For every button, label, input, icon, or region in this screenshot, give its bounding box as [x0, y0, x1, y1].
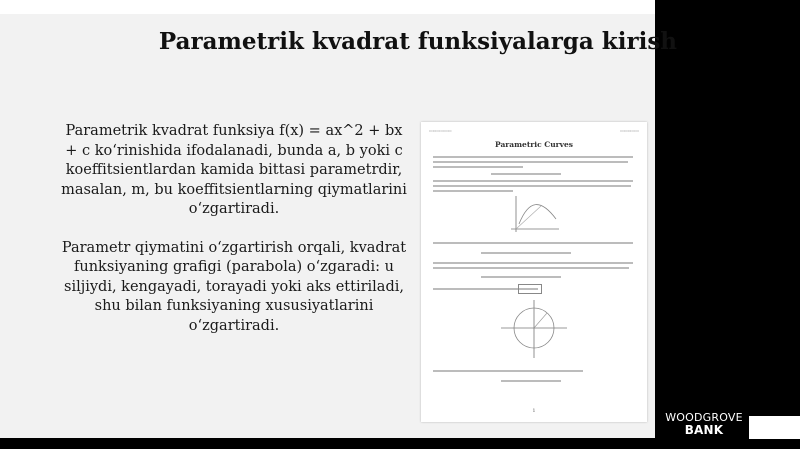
slide-title-text: Parametrik kvadrat funksiyalarga kirish: [158, 28, 677, 55]
curve-figure-icon: [501, 194, 561, 234]
doc-title: Parametric Curves: [495, 140, 573, 149]
slide-top-strip: [0, 0, 655, 14]
paragraph-effect: Parametr qiymatini o‘zgartirish orqali, kvadrat funksiyaning grafigi (parabola) o‘zgaradi: u siljiydi, kengayadi, torayadi yoki aks ettiriladi, shu bilan funksiyaning xususiyatlarini o‘zgartiradi.: [61, 239, 407, 334]
paragraph-definition: Parametrik kvadrat funksiya f(x) = ax^2 + bx + c ko‘rinishida ifodalanadi, bunda a, b yoki c koeffitsientlardan kamida bittasi parametrdir, masalan, m, bu koeffitsientlarning qiymatlarini o‘zgartiradi.: [61, 123, 407, 217]
doc-header-left: ▭▭▭▭▭▭: [429, 128, 452, 133]
brand-block: [749, 416, 800, 439]
document-thumbnail: [421, 122, 647, 422]
doc-page-number: 1: [532, 408, 536, 414]
brand-line2: BANK: [684, 423, 724, 437]
circle-figure-icon: [499, 298, 569, 360]
brand-logo: [658, 412, 750, 436]
slide-title: [0, 28, 677, 55]
doc-header-right: ▭▭▭▭▭: [620, 128, 639, 133]
slide-body: [58, 122, 410, 355]
brand-line1: WOODGROVE: [665, 411, 743, 424]
